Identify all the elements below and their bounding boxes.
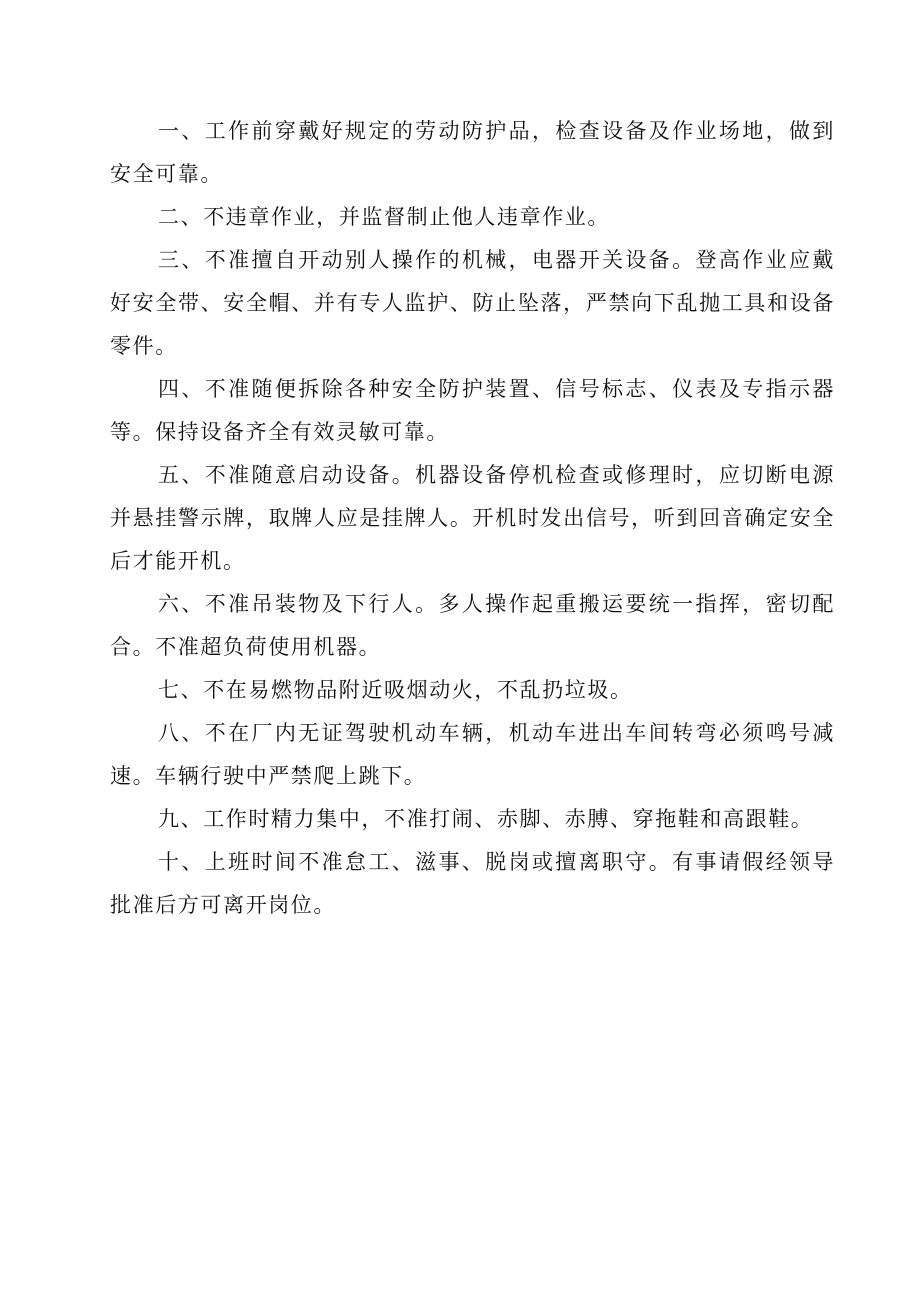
rule-paragraph-7: 七、不在易燃物品附近吸烟动火，不乱扔垃圾。	[158, 678, 633, 702]
rule-paragraph-10: 十、上班时间不准怠工、滋事、脱岗或擅离职守。有事请假经领导批准后方可离开岗位。	[110, 850, 835, 917]
rule-paragraph-9: 九、工作时精力集中，不准打闹、赤脚、赤膊、穿拖鞋和高跟鞋。	[158, 807, 814, 831]
rule-paragraph-3: 三、不准擅自开动别人操作的机械，电器开关设备。登高作业应戴好安全带、安全帽、并有专人监护、防止坠落，严禁向下乱抛工具和设备零件。	[110, 248, 835, 358]
rule-paragraph-2: 二、不违章作业，并监督制止他人违章作业。	[158, 205, 610, 229]
document-body	[110, 110, 835, 927]
rule-paragraph-8: 八、不在厂内无证驾驶机动车辆，机动车进出车间转弯必须鸣号减速。车辆行驶中严禁爬上跳下。	[110, 721, 835, 788]
rule-paragraph-1: 一、工作前穿戴好规定的劳动防护品，检查设备及作业场地，做到安全可靠。	[110, 119, 835, 186]
rule-paragraph-6: 六、不准吊装物及下行人。多人操作起重搬运要统一指挥，密切配合。不准超负荷使用机器。	[110, 592, 835, 659]
rule-paragraph-5: 五、不准随意启动设备。机器设备停机检查或修理时，应切断电源并悬挂警示牌，取牌人应是挂牌人。开机时发出信号，听到回音确定安全后才能开机。	[110, 463, 835, 573]
rule-paragraph-4: 四、不准随便拆除各种安全防护装置、信号标志、仪表及专指示器等。保持设备齐全有效灵敏可靠。	[110, 377, 835, 444]
